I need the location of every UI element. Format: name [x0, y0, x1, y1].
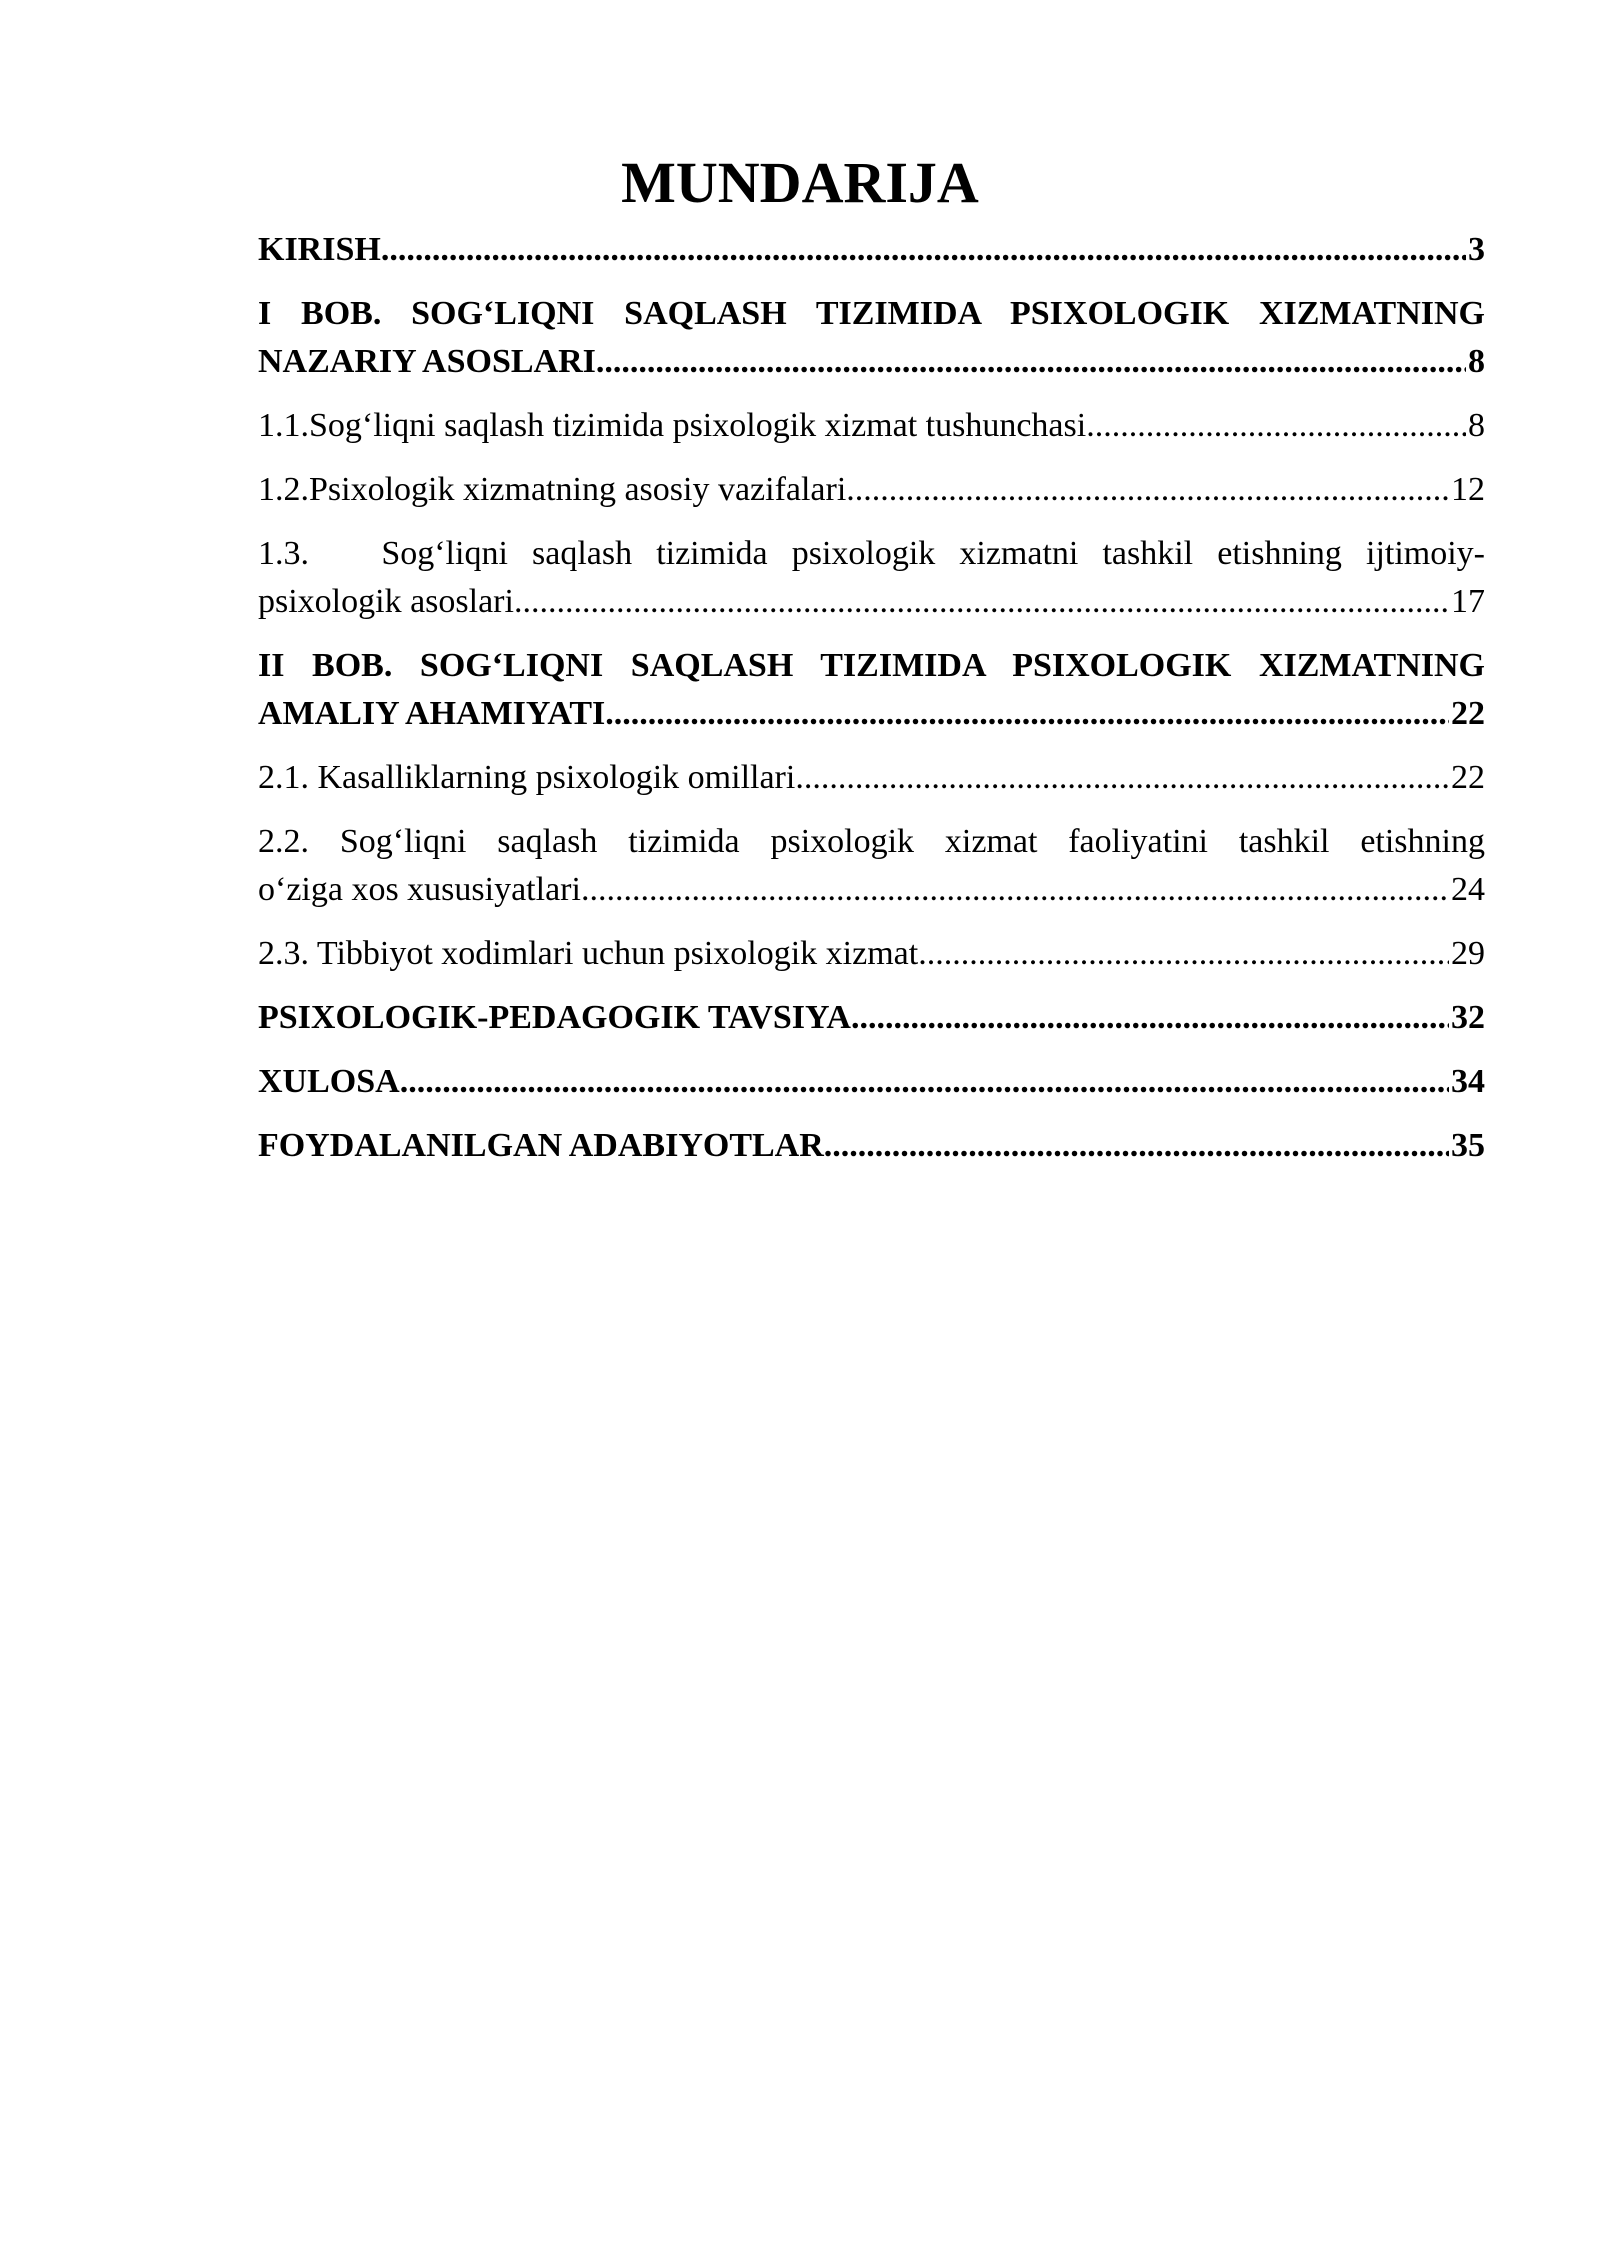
table-of-contents	[258, 226, 1485, 1170]
toc-entry-2-3[interactable]	[258, 930, 1485, 978]
toc-entry-label: Psixologik xizmatning asosiy vazifalari	[309, 471, 847, 508]
toc-entry-kirish[interactable]	[258, 226, 1485, 274]
toc-entry-label: o‘ziga xos xususiyatlari	[258, 871, 581, 908]
dot-leader	[918, 930, 1449, 978]
toc-entry-chapter-2[interactable]	[258, 642, 1485, 738]
dot-leader	[596, 338, 1466, 386]
toc-entry-chapter-1[interactable]	[258, 290, 1485, 386]
toc-page-number: 12	[1451, 471, 1485, 508]
toc-entry-label: PSIXOLOGIK-PEDAGOGIK TAVSIYA	[258, 999, 851, 1036]
toc-page-number: 22	[1451, 759, 1485, 796]
toc-entry-1-1[interactable]	[258, 402, 1485, 450]
toc-entry-xulosa[interactable]	[258, 1058, 1485, 1106]
toc-page-number: 8	[1468, 343, 1485, 380]
dot-leader	[381, 226, 1466, 274]
dot-leader	[581, 866, 1449, 914]
dot-leader	[846, 466, 1449, 514]
section-number: 1.1.	[258, 407, 309, 444]
toc-entry-label-line1: I BOB. SOG‘LIQNI SAQLASH TIZIMIDA PSIXOLOGIK XIZMATNING	[258, 295, 1485, 332]
page-title: MUNDARIJA	[621, 150, 979, 215]
toc-entry-label: AMALIY AHAMIYATI	[258, 695, 606, 732]
dot-leader	[851, 994, 1449, 1042]
toc-page-number: 17	[1451, 583, 1485, 620]
toc-entry-label: FOYDALANILGAN ADABIYOTLAR	[258, 1127, 824, 1164]
toc-page-number: 3	[1468, 231, 1485, 268]
toc-page-number: 35	[1451, 1127, 1485, 1164]
toc-entry-label: 2.3. Tibbiyot xodimlari uchun psixologik xizmat	[258, 935, 919, 972]
toc-page-number: 24	[1451, 871, 1485, 908]
toc-entry-2-1[interactable]	[258, 754, 1485, 802]
toc-entry-adabiyotlar[interactable]	[258, 1122, 1485, 1170]
toc-entry-label-line1: 1.3. Sog‘liqni saqlash tizimida psixologik xizmatni tashkil etishning ijtimoiy-	[258, 535, 1485, 572]
toc-entry-label: Sog‘liqni saqlash tizimida psixologik xizmat tushunchasi	[309, 407, 1087, 444]
toc-entry-1-3[interactable]	[258, 530, 1485, 626]
toc-entry-label-line1: II BOB. SOG‘LIQNI SAQLASH TIZIMIDA PSIXOLOGIK XIZMATNING	[258, 647, 1485, 684]
dot-leader	[824, 1122, 1449, 1170]
toc-entry-label: psixologik asoslari	[258, 583, 514, 620]
dot-leader	[514, 578, 1449, 626]
toc-page-number: 34	[1451, 1063, 1485, 1100]
toc-page-number: 32	[1451, 999, 1485, 1036]
toc-page-number: 22	[1451, 695, 1485, 732]
toc-entry-label-line1: 2.2. Sog‘liqni saqlash tizimida psixologik xizmat faoliyatini tashkil etishning	[258, 823, 1485, 860]
toc-entry-label: 2.1. Kasalliklarning psixologik omillari	[258, 759, 796, 796]
dot-leader	[400, 1058, 1449, 1106]
toc-entry-label: XULOSA	[258, 1063, 400, 1100]
dot-leader	[605, 690, 1449, 738]
toc-entry-label: KIRISH	[258, 231, 381, 268]
dot-leader	[1086, 402, 1466, 450]
toc-entry-tavsiya[interactable]	[258, 994, 1485, 1042]
toc-entry-2-2[interactable]	[258, 818, 1485, 914]
section-number: 1.2.	[258, 471, 309, 508]
toc-entry-label: NAZARIY ASOSLARI	[258, 343, 596, 380]
toc-page-number: 8	[1468, 407, 1485, 444]
toc-page-number: 29	[1451, 935, 1485, 972]
toc-entry-1-2[interactable]	[258, 466, 1485, 514]
dot-leader	[795, 754, 1449, 802]
